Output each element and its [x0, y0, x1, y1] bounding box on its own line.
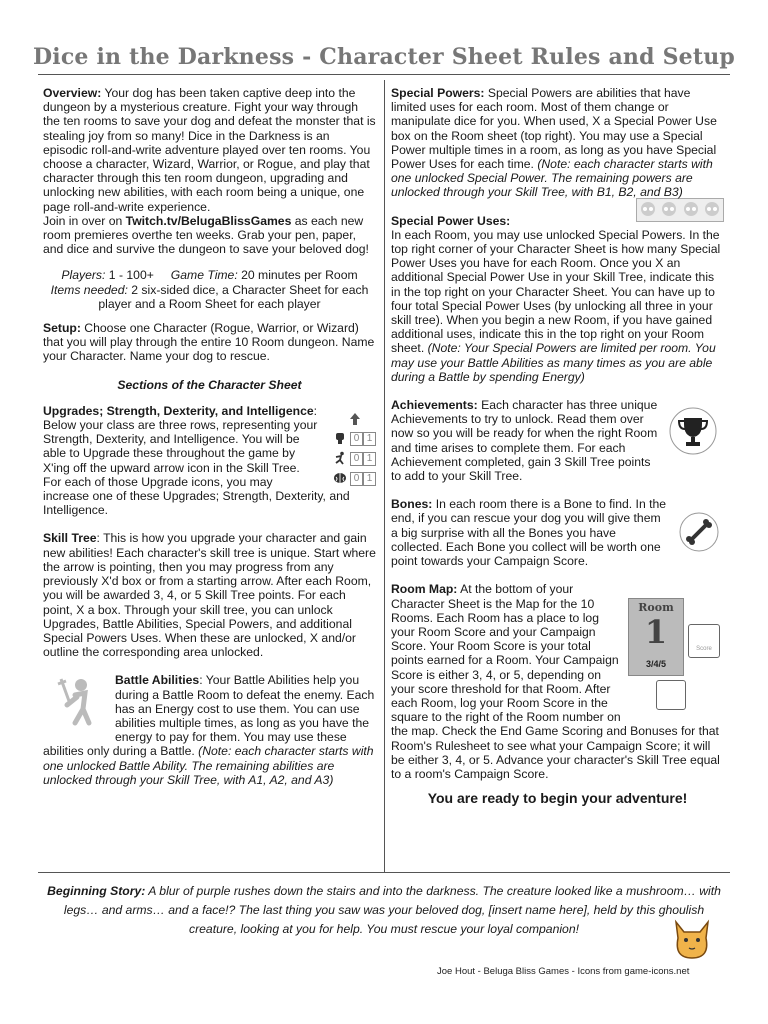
battle-text: : Your Battle Abilities help you during a Battle Room to defeat the enemy. Each has an Energy cost to use them. You can use abilities multiple times, as long as you have the energy to pay for them. You may use these abilities only during a Battle.	[43, 673, 375, 759]
players-info	[43, 268, 376, 311]
upgrade-box-0[interactable]: 0	[350, 472, 363, 486]
room-score-range: 3/4/5	[645, 659, 667, 670]
twitch-link[interactable]: Twitch.tv/BelugaBlissGames	[125, 213, 292, 228]
uses-note: (Note: Your Special Powers are limited per room. You may use your Battle Abilities as many times as you are able during a Battle by spending Energy)	[391, 341, 716, 384]
players-label: Players:	[61, 268, 106, 283]
map-label: Room Map:	[391, 582, 458, 597]
room-score-word: Score	[696, 646, 712, 653]
special-paragraph	[391, 86, 724, 200]
right-column	[391, 86, 724, 805]
sword-figure-icon	[53, 675, 99, 727]
upgrade-icons	[324, 412, 376, 486]
sections-heading: Sections of the Character Sheet	[117, 377, 302, 392]
story-label: Beginning Story:	[47, 884, 146, 898]
room-number: 1	[644, 613, 668, 652]
setup-paragraph	[43, 321, 376, 364]
brain-icon	[333, 471, 347, 485]
battle-label: Battle Abilities	[115, 673, 200, 688]
ready-message: You are ready to begin your adventure!	[427, 790, 688, 807]
overview-text: Your dog has been taken captive deep into the dungeon by a mysterious creature. Fight your way through the ten rooms to save your dog and defeat the monster that is stealing joy from so many! Dice in the Darkness is an episodic roll-and-write adventure played over ten rooms. You choose a character, Wizard, Warrior, or Rogue, and play that character through this ten room dungeon, upgrading and unlocking new abilities, with each room being a unique, one page roll-and-write experience.	[43, 86, 376, 214]
bottom-divider	[38, 872, 730, 873]
gametime-label: Game Time:	[170, 268, 238, 283]
overview-paragraph	[43, 86, 376, 256]
setup-label: Setup:	[43, 321, 81, 336]
credits: Joe Hout - Beluga Bliss Games - Icons from game-icons.net	[437, 966, 690, 977]
uses-text: In each Room, you may use unlocked Special Powers. In the top right corner of your Character Sheet is how many Special Power Uses you have for each Room. Once you X an additional Special Power Use in your Skill Tree, indicate this in the top right on your Character Sheet. You can have up to four total Special Power Uses (by unlocking all three in your skill tree). When you begin a new Room, if you have gained additional uses, indicate this in the top right on your Room sheet.	[391, 227, 721, 356]
campaign-score-box[interactable]	[656, 680, 686, 710]
achievements-paragraph	[391, 398, 724, 483]
page-title: Dice in the Darkness - Character Sheet Rules and Setup	[33, 44, 735, 70]
players-value: 1 - 100+	[105, 268, 154, 283]
upgrade-box-1[interactable]: 1	[363, 432, 376, 446]
runner-icon	[333, 451, 347, 465]
setup-text: Choose one Character (Rogue, Warrior, or Wizard) that you will play through the entire 10 Room dungeon. Name your Character. Name your dog to rescue.	[43, 321, 375, 364]
join-post: as each new room premieres overthe ten weeks. Grab your pen, paper, and dice and survive the dungeon to save your beloved dog!	[43, 213, 369, 257]
title-divider	[38, 74, 730, 75]
upgrade-box-0[interactable]: 0	[350, 452, 363, 466]
skull-icon	[682, 201, 700, 219]
skill-text: : This is how you upgrade your character and gain new abilities! Each character's skill tree is unique. Start where the arrow is pointing, then you may progress from any previously X'd box or from a starting arrow. After each Room, you will be awarded 3, 4, or 5 Skill Tree points. For each point, X a box. Through your skill tree, you can unlock Upgrades, Battle Abilities, Special Powers, and additional Special Powers Uses. When these are unlocked, X and/or outline the corresponding area unlocked.	[43, 531, 376, 660]
achievements-label: Achievements:	[391, 398, 478, 413]
special-text: Special Powers are abilities that have limited uses for each room. Most of them change or manipulate dice for you. When used, X a Special Power Use box on the Room sheet (top right). You may use a Special Power multiple times in a room, as long as you have Special Power Uses for each time.	[391, 86, 717, 172]
upgrade-box-1[interactable]: 1	[363, 452, 376, 466]
uses-paragraph	[391, 214, 724, 384]
arrow-up-icon	[348, 412, 362, 426]
special-use-boxes	[636, 198, 724, 222]
room-map-sample	[628, 594, 724, 714]
uses-label: Special Power Uses:	[391, 213, 511, 228]
overview-label: Overview:	[43, 86, 102, 100]
beginning-story	[44, 882, 724, 939]
skill-paragraph	[43, 531, 376, 659]
skull-icon	[639, 201, 657, 219]
skull-icon	[703, 201, 721, 219]
fist-icon	[333, 431, 347, 445]
room-card	[628, 598, 684, 676]
upgrades-text: : Below your class are three rows, representing your Strength, Dexterity, and Intelligence. You will be able to Upgrade these throughout the game by X'ing off the upward arrow icon in the Skill Tree. For each of those Upgrade icons, you may increase one of these Upgrades; Strength, Dexterity, and Intelligence.	[43, 403, 350, 518]
bone-icon	[678, 511, 720, 553]
special-label: Special Powers:	[391, 86, 485, 100]
room-word: Room	[638, 601, 674, 615]
skull-icon	[660, 201, 678, 219]
column-divider	[384, 80, 385, 872]
bones-paragraph	[391, 497, 724, 568]
left-column	[43, 86, 376, 797]
map-paragraph	[391, 582, 724, 781]
achievements-text: Each character has three unique Achievements to try to unlock. Read them over now so you will be ready for when the right Room and time arises to complete them. For each Achievement completed, gain 3 Skill Tree points to add to your Skill Tree.	[391, 398, 658, 484]
items-label: Items needed:	[50, 282, 128, 297]
bones-label: Bones:	[391, 497, 433, 512]
upgrade-box-0[interactable]: 0	[350, 432, 363, 446]
story-text: A blur of purple rushes down the stairs and into the darkness. The creature looked like a mushroom… with legs… and arms… and a face!? The last thing you saw was your beloved dog, [insert name here], held by this ghoulish creature, looking at you for help. You must rescue your loyal companion!	[63, 884, 721, 936]
gametime-value: 20 minutes per Room	[237, 268, 358, 283]
battle-paragraph	[43, 673, 376, 787]
bones-text: In each room there is a Bone to find. In the end, if you can rescue your dog you will give them a big surprise with all the Bones you have collected. Each Bone you collect will be worth one point towards your Campaign Score.	[391, 497, 667, 569]
battle-note: (Note: each character starts with one unlocked Battle Ability. The remaining abilities are unlocked through your Skill Tree, with A1, A2, and A3)	[43, 744, 374, 787]
map-text: At the bottom of your Character Sheet is the Map for the 10 Rooms. Each Room has a place to log your Room Score and your Campaign Score. Your Room Score is your total points earned for a Room. Your Campaign Score is either 3, 4, or 5, depending on your score threshold for that Room. After each Room, log your Room Score in the square to the right of the Room number on the map. Check the End Game Scoring and Bonuses for that Room's Rulesheet to see what your Campaign Score; it will be either 3, 4, or 5. Advance your character's Skill Tree equal to a room's Campaign Score.	[391, 582, 720, 781]
items-value: 2 six-sided dice, a Character Sheet for each player and a Room Sheet for each player	[98, 282, 369, 311]
upgrade-box-1[interactable]: 1	[363, 472, 376, 486]
trophy-icon	[668, 406, 718, 456]
room-score-box[interactable]	[688, 624, 720, 658]
upgrades-label: Upgrades; Strength, Dexterity, and Intelligence	[43, 403, 314, 418]
upgrades-paragraph	[43, 404, 376, 518]
dog-icon	[670, 918, 714, 962]
skill-label: Skill Tree	[43, 531, 97, 546]
special-note: (Note: each character starts with one unlocked Special Power. The remaining powers are unlocked through your Skill Tree, with B1, B2, and B3)	[391, 157, 713, 200]
join-pre: Join in over on	[43, 213, 126, 228]
